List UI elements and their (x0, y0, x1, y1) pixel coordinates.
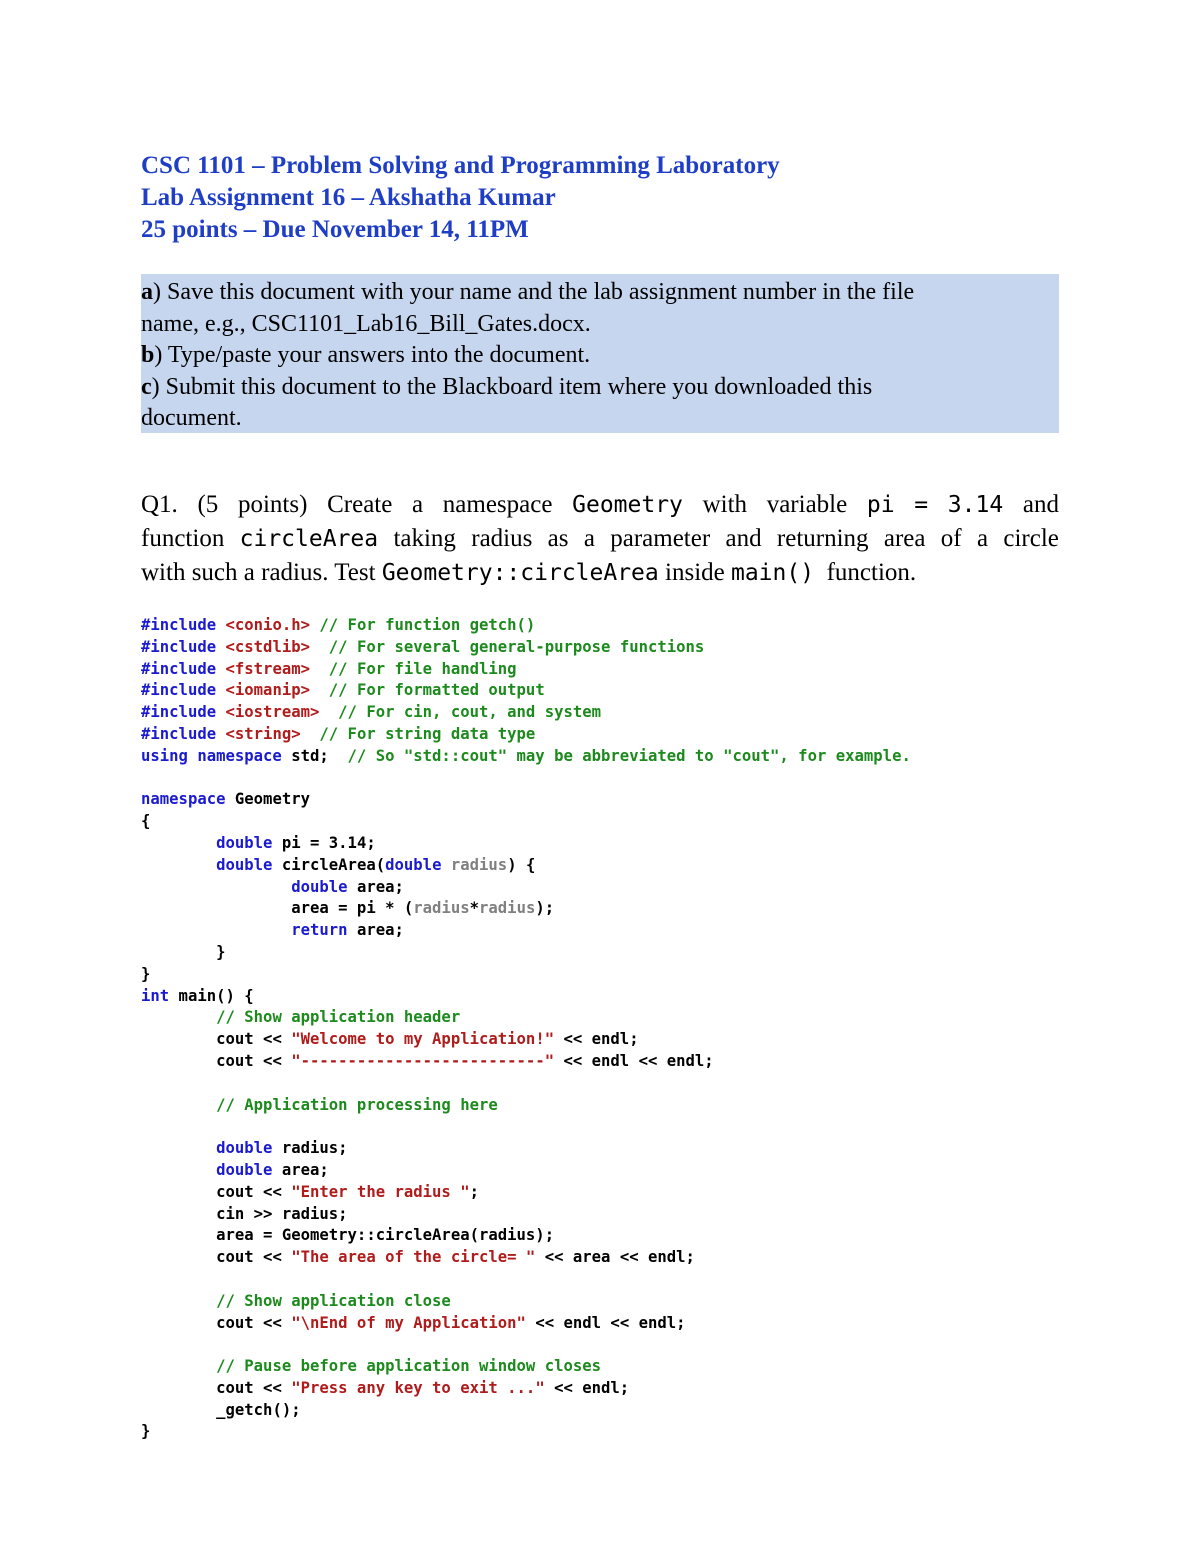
code-line: #include <conio.h> // For function getch() (141, 616, 536, 634)
code-line: // Pause before application window closes (216, 1357, 602, 1376)
code-line: _getch(); (216, 1400, 301, 1419)
code-line: } (141, 1422, 151, 1441)
code-line: double radius; (216, 1139, 348, 1158)
code-line: area = Geometry::circleArea(radius); (216, 1226, 555, 1245)
instruction-a: a) Save this document with your name and the lab assignment number in the file (141, 279, 915, 305)
code-line: int main() { (141, 986, 254, 1005)
code-line: #include <string> // For string data type (141, 724, 536, 743)
code-line: // Show application close (216, 1291, 451, 1310)
code-line: } (216, 942, 226, 961)
code-blank-line (141, 1334, 1059, 1356)
code-block (141, 615, 1059, 1443)
code-blank-line (141, 1269, 1059, 1291)
question-line-1: Q1. (5 points) Create a namespace Geometry with variable pi = 3.14 and (141, 491, 1059, 518)
code-line: using namespace std; // So "std::cout" may be abbreviated to "cout", for example. (141, 746, 911, 765)
code-line: area = pi * (radius*radius); (291, 899, 555, 918)
code-line: cout << "--------------------------" << endl << endl; (216, 1051, 714, 1070)
code-line: cout << "Welcome to my Application!" << endl; (216, 1030, 639, 1049)
code-line: cout << "The area of the circle= " << area << endl; (216, 1248, 695, 1267)
assignment-title: Lab Assignment 16 – Akshatha Kumar (141, 184, 556, 211)
course-title: CSC 1101 – Problem Solving and Programming Laboratory (141, 152, 780, 179)
instruction-b: b) Type/paste your answers into the document. (141, 342, 591, 368)
title-block (141, 150, 780, 246)
code-line: } (141, 964, 151, 983)
code-line: #include <iostream> // For cin, cout, and system (141, 703, 602, 722)
code-line: double pi = 3.14; (216, 833, 376, 852)
points-due-date: 25 points – Due November 14, 11PM (141, 216, 529, 243)
question-line-2: function circleArea taking radius as a parameter and returning area of a circle (141, 525, 1059, 552)
code-line: #include <cstdlib> // For several general-purpose functions (141, 637, 705, 656)
code-line: double circleArea(double radius) { (216, 855, 536, 874)
code-line: namespace Geometry (141, 790, 310, 809)
code-blank-line (141, 1073, 1059, 1095)
code-line: double area; (216, 1160, 329, 1179)
instruction-a-cont: name, e.g., CSC1101_Lab16_Bill_Gates.docx. (141, 310, 591, 337)
code-line: cout << "\nEnd of my Application" << endl << endl; (216, 1313, 686, 1332)
instruction-c: c) Submit this document to the Blackboard item where you downloaded this (141, 373, 873, 400)
code-blank-line (141, 768, 1059, 790)
instructions-box (141, 274, 1059, 433)
code-line: // Show application header (216, 1008, 461, 1027)
question-1 (141, 488, 1059, 590)
code-line: double area; (291, 877, 404, 896)
code-line: cin >> radius; (216, 1204, 348, 1223)
code-line: #include <iomanip> // For formatted output (141, 681, 545, 700)
code-line: // Application processing here (216, 1095, 498, 1114)
code-line: #include <fstream> // For file handling (141, 659, 517, 678)
code-blank-line (141, 1116, 1059, 1138)
instruction-c-cont: document. (141, 405, 242, 431)
code-line: cout << "Enter the radius "; (216, 1182, 479, 1201)
code-line: { (141, 812, 151, 831)
question-line-3: with such a radius. Test Geometry::circleArea inside main() function. (141, 559, 917, 586)
code-line: return area; (291, 921, 404, 940)
code-line: cout << "Press any key to exit ..." << endl; (216, 1378, 630, 1397)
